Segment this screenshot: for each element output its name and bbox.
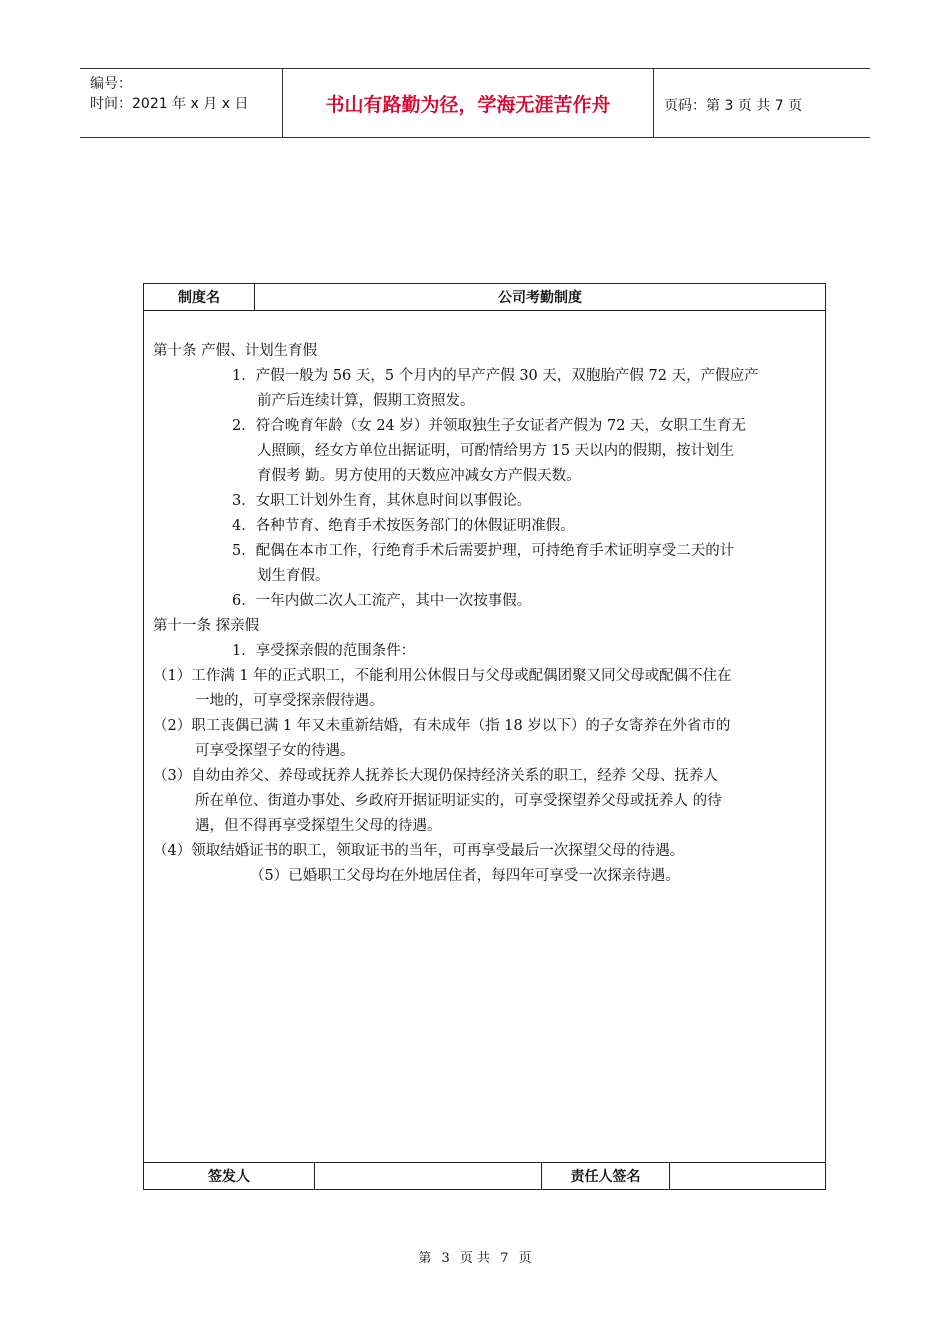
art10-item-2-line2: 人照顾，经女方单位出据证明，可酌情给男方 15 天以内的假期，按计划生 bbox=[257, 443, 735, 459]
art11-para-3-line2: 所在单位、街道办事处、乡政府开据证明证实的，可享受探望养父母或抚养人 的待 bbox=[195, 793, 722, 809]
art10-item-1-line1: 1．产假一般为 56 天，5 个月内的早产产假 30 天，双胞胎产假 72 天，产假应产 bbox=[232, 368, 759, 384]
art11-para-2-line2: 可享受探望子女的待遇。 bbox=[195, 743, 355, 759]
footer-prefix: 第 bbox=[418, 1251, 432, 1266]
page-footer bbox=[0, 1247, 950, 1266]
footer-page-total: 7 bbox=[500, 1251, 509, 1266]
art10-item-2-line1: 2．符合晚育年龄（女 24 岁）并领取独生子女证者产假为 72 天，女职工生育无 bbox=[232, 418, 747, 434]
article-11-title: 第十一条 探亲假 bbox=[153, 618, 260, 634]
issuer-label: 签发人 bbox=[144, 1163, 315, 1189]
art10-item-3: 3．女职工计划外生育，其休息时间以事假论。 bbox=[232, 493, 532, 509]
signature-row bbox=[144, 1162, 825, 1189]
art11-item-1: 1．享受探亲假的范围条件： bbox=[232, 643, 416, 659]
responsible-signature-label: 责任人签名 bbox=[542, 1163, 670, 1189]
art10-item-1-line2: 前产后连续计算，假期工资照发。 bbox=[257, 393, 475, 409]
footer-page-number: 3 bbox=[441, 1251, 450, 1266]
article-10-title: 第十条 产假、计划生育假 bbox=[153, 343, 318, 359]
art11-para-1-line2: 一地的，可享受探亲假待遇。 bbox=[195, 693, 384, 709]
footer-mid: 页 共 bbox=[459, 1251, 491, 1266]
art10-item-4: 4．各种节育、绝育手术按医务部门的休假证明准假。 bbox=[232, 518, 575, 534]
art11-para-3-line3: 遇，但不得再享受探望生父母的待遇。 bbox=[195, 818, 442, 834]
regulation-table bbox=[143, 283, 826, 1190]
regulation-name-value: 公司考勤制度 bbox=[498, 290, 582, 306]
art10-item-5-line1: 5．配偶在本市工作，行绝育手术后需要护理，可持绝育手术证明享受二天的计 bbox=[232, 543, 735, 559]
header-page-label: 页码：第 3 页 共 7 页 bbox=[664, 98, 803, 114]
art11-para-3-line1: （3）自幼由养父、养母或抚养人抚养长大现仍保持经济关系的职工，经养 父母、抚养人 bbox=[153, 768, 718, 784]
page-header bbox=[80, 68, 870, 138]
table-title-row bbox=[144, 284, 825, 311]
responsible-signature-value bbox=[670, 1163, 825, 1189]
art11-para-1-line1: （1）工作满 1 年的正式职工，不能利用公休假日与父母或配偶团聚又同父母或配偶不住在 bbox=[153, 668, 732, 684]
art10-item-2-line3: 育假考 勤。男方使用的天数应冲减女方产假天数。 bbox=[257, 468, 581, 484]
regulation-name-label: 制度名 bbox=[144, 284, 255, 310]
art11-para-5: （5）已婚职工父母均在外地居住者，每四年可享受一次探亲待遇。 bbox=[250, 868, 680, 884]
number-label: 编号： bbox=[90, 76, 132, 92]
art10-item-5-line2: 划生育假。 bbox=[257, 568, 330, 584]
art10-item-6: 6．一年内做二次人工流产，其中一次按事假。 bbox=[232, 593, 532, 609]
art11-para-2-line1: （2）职工丧偶已满 1 年又未重新结婚，有未成年（指 18 岁以下）的子女寄养在外省市的 bbox=[153, 718, 731, 734]
time-label: 时间：2021 年 x 月 x 日 bbox=[90, 96, 249, 112]
header-motto: 书山有路勤为径，学海无涯苦作舟 bbox=[283, 69, 654, 137]
issuer-value bbox=[315, 1163, 542, 1189]
art11-para-4: （4）领取结婚证书的职工，领取证书的当年，可再享受最后一次探望父母的待遇。 bbox=[153, 843, 685, 859]
header-meta-cell bbox=[80, 69, 283, 137]
footer-suffix: 页 bbox=[518, 1251, 532, 1266]
